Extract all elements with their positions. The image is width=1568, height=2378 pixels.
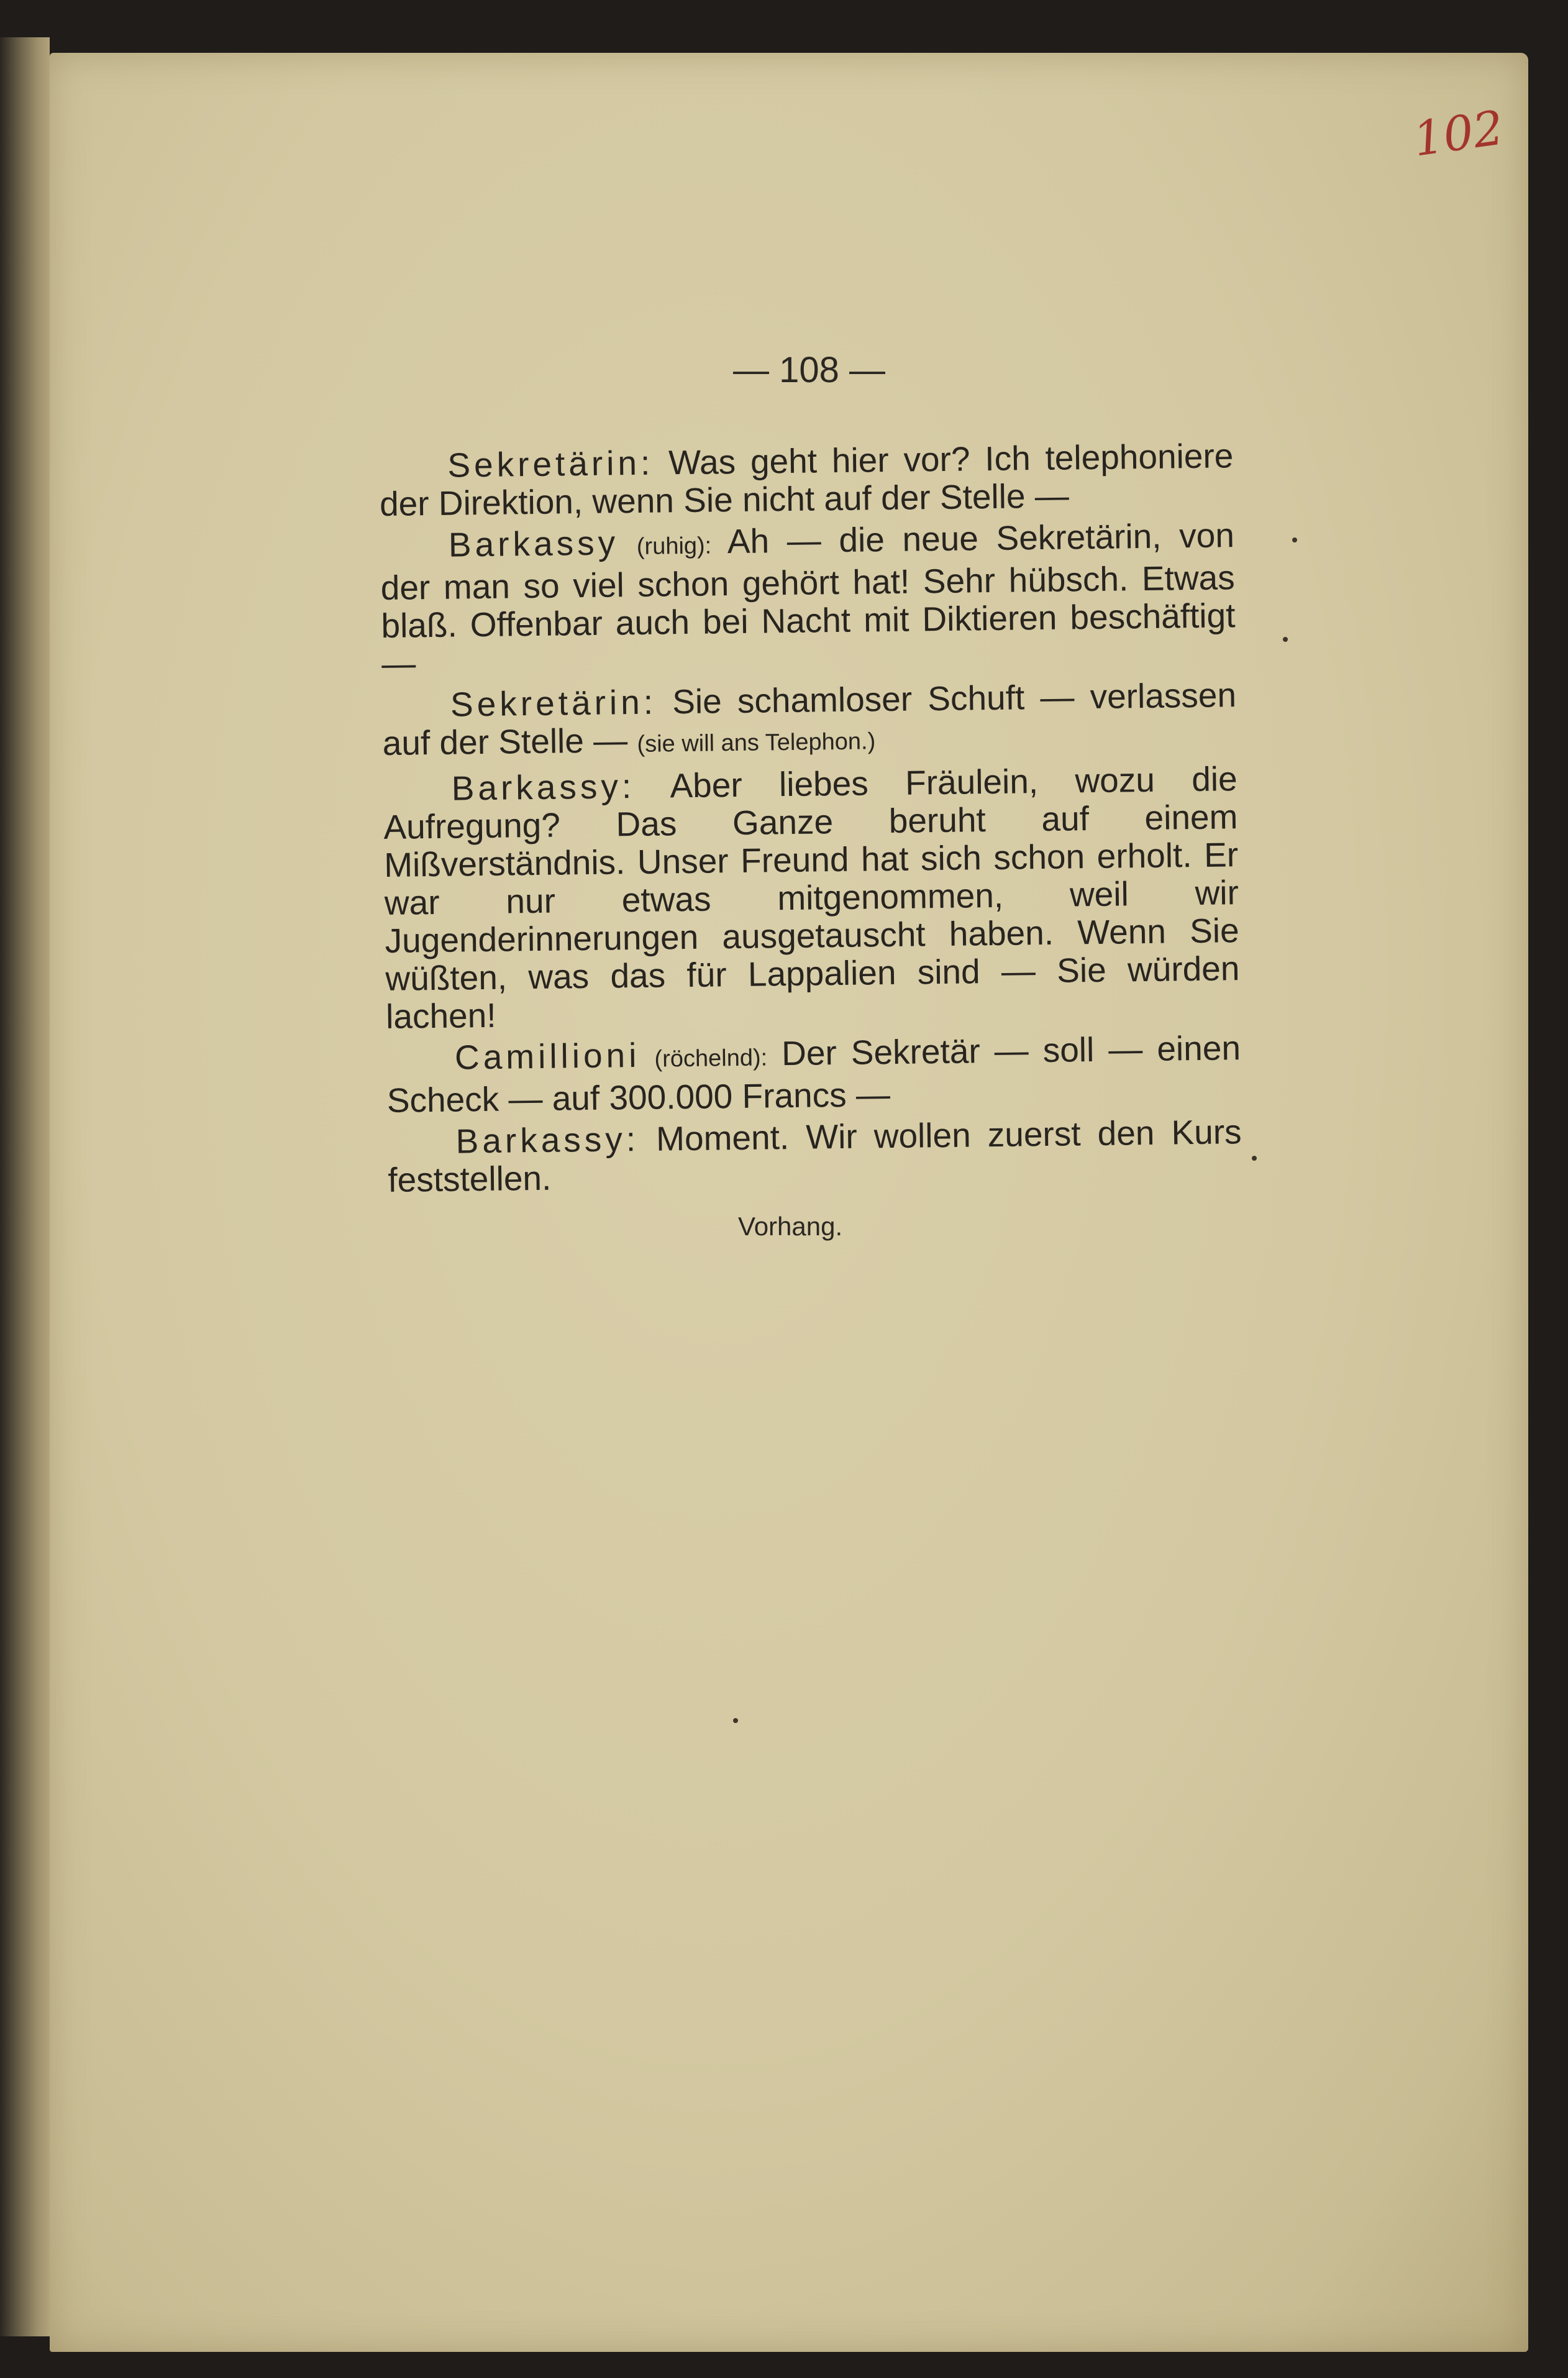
- line-text: Sie schamloser Schuft — verlassen auf der Stelle —: [382, 675, 1237, 762]
- ink-speck: [1252, 1156, 1257, 1161]
- speaker-name: Barkassy:: [451, 767, 636, 808]
- stage-direction: (sie will ans Telephon.): [637, 728, 876, 757]
- dialogue-line: [379, 437, 1234, 523]
- ink-speck: [1283, 637, 1288, 642]
- speaker-name: Camillioni: [454, 1035, 640, 1077]
- ink-speck: [733, 1718, 738, 1723]
- dialogue-line: [387, 1113, 1242, 1199]
- dialogue-line: [382, 676, 1237, 767]
- page-number: — 108 —: [733, 350, 885, 390]
- line-text: Der Sekretär — soll — einen Scheck — auf 300.000 Francs —: [386, 1028, 1241, 1120]
- speaker-name: Barkassy:: [455, 1119, 640, 1161]
- dialogue-line: [380, 516, 1236, 683]
- stage-direction: (ruhig):: [636, 533, 712, 560]
- dialogue-text: [379, 437, 1242, 1203]
- speaker-name: Sekretärin:: [447, 443, 654, 485]
- folio-annotation: 102: [1410, 99, 1507, 167]
- line-text: Ah — die neue Sekretärin, von der man so viel schon gehört hat! Sehr hübsch. Etwas blaß. Offenbar auch bei Nacht mit Diktieren beschäftigt —: [380, 516, 1236, 683]
- closing-word: Vorhang.: [738, 1212, 843, 1241]
- dialogue-line: [386, 1029, 1241, 1120]
- speaker-name: Sekretärin:: [450, 682, 657, 724]
- line-text: Moment. Wir wollen zuerst den Kurs feststellen.: [388, 1112, 1242, 1199]
- dialogue-line: [383, 760, 1240, 1036]
- stage-direction: (röchelnd):: [654, 1045, 768, 1072]
- book-spine: [0, 37, 50, 2336]
- line-text: Was geht hier vor? Ich telephoniere der Direktion, wenn Sie nicht auf der Stelle —: [379, 436, 1234, 523]
- book-page: [50, 53, 1528, 2352]
- speaker-name: Barkassy: [448, 523, 619, 564]
- ink-speck: [1292, 537, 1297, 542]
- line-text: Aber liebes Fräulein, wozu die Aufregung? Das Ganze beruht auf einem Mißverständnis. Unser Freund hat sich schon erholt. Er war nur etwas mitgenommen, weil wir Jugenderinnerungen ausgetauscht haben. Wenn Sie wüßten, was das für Lappalien sind — Sie würden lachen!: [383, 759, 1240, 1036]
